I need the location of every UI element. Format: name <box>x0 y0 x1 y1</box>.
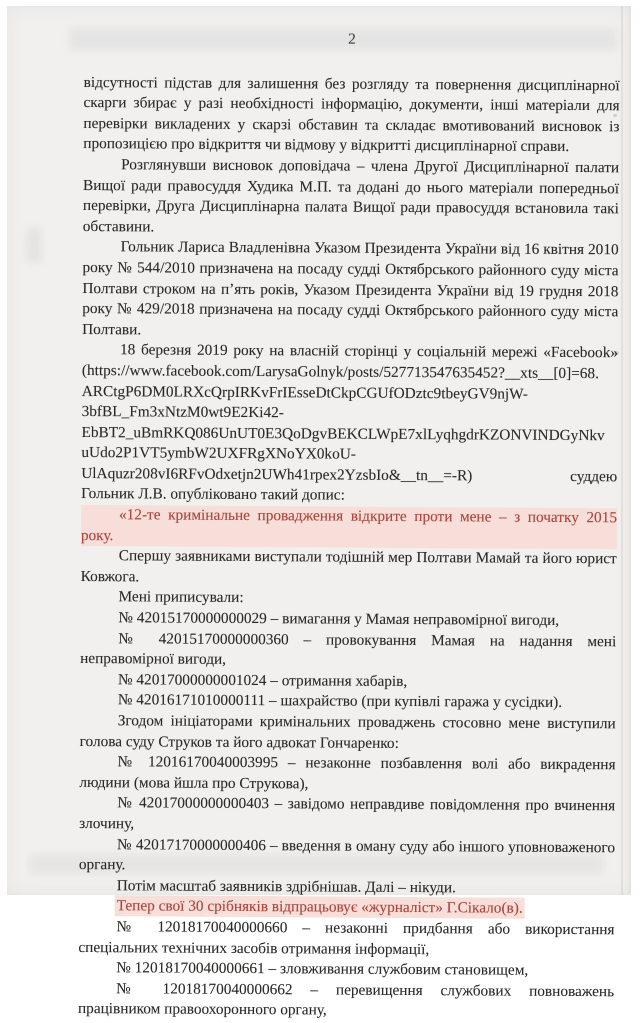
paragraph: Гольник Л.В. опубліковано такий допис: <box>81 485 345 505</box>
document-content <box>78 28 620 1023</box>
case-number-item: № 42017000000000403 – завідомо неправдиве повідомлення про вчинення злочину, <box>79 794 616 833</box>
scan-artifact <box>27 228 41 262</box>
facebook-url-line: EbBT2_uBmRKQ086UnUT0E3QoDgvBEKCLWpE7xlLyqhgdrKZONVINDGyNkv <box>81 423 605 444</box>
highlighted-statement: «12-те кримінальне провадження відкрите проти мене – з початку 2015 року. <box>81 505 617 549</box>
document-body <box>78 73 620 1023</box>
facebook-url-line: uUdo2P1VT5ymbW2UXFRgXNoYX0koU- <box>81 444 356 463</box>
case-number-item: № 12018170040000660 – незаконні придбання або використання спеціальних технічних засобів отримання інформації, <box>78 918 615 958</box>
paragraph: відсутності підстав для залишення без розгляду та повернення дисциплінарної скарги збирає у разі необхідності інформацію, документи, інші матеріали для перевірки викладених у скарзі обставин та складає вмотивований висновок із пропозицією про відкриття чи відмову у відкритті дисциплінарної справи. <box>83 73 620 156</box>
scanned-page <box>7 6 631 1019</box>
facebook-url-line: 3bfBL_Fm3xNtzM0wt9E2Ki42- <box>81 403 284 422</box>
case-number-item: № 12018170040000661 – зловживання службовим становищем, <box>116 959 529 979</box>
case-number-item: № 42017170000000406 – введення в оману суду або іншого уповноваженого органу. <box>78 835 616 874</box>
paragraph: Спершу заявниками виступали тодішній мер Полтави Мамай та його юрист Ковжога. <box>80 547 617 586</box>
case-number-item: № 42017000000001024 – отримання хабарів, <box>117 671 408 690</box>
paragraph: 18 березня 2019 року на власній сторінці у соціальній мережі «Facebook» <box>119 341 619 362</box>
case-number-item: № 42016171010000111 – шахрайство (при купівлі гаража у сусідки). <box>117 691 563 712</box>
paragraph: Гольник Лариса Владленівна Указом Президента України від 16 квітня 2010 року № 544/2010 призначена на посаду судді Октябрського районного суду міста Полтави строком на п’ять років, Указом Президента України від 19 грудня 2018 року № 429/2018 призначена на посаду судді Октябрського районного суду міста Полтави. <box>82 238 619 339</box>
case-number-item: № 12018170040000662 – перевищення службових повноважень працівником правоохоронного органу, <box>77 979 615 1019</box>
case-number-item: № 42015170000000029 – вимагання у Мамая неправомірної вигоди, <box>118 609 560 629</box>
case-number-item: № 42015170000000360 – провокування Мамая на надання мені неправомірної вигоди, <box>80 629 617 669</box>
paragraph: Згодом ініціаторами кримінальних проваджень стосовно мене виступили голова суду Струков та його адвокат Гончаренко: <box>79 712 616 752</box>
facebook-url-tail: UlAquzr208vI6RFvOdxetjn2UWh41rpex2YzsbIo&__tn__=-R) <box>81 464 473 485</box>
facebook-url-line: (https://www.facebook.com/LarysaGolnyk/posts/527713547635452?__xts__[0]=68. <box>81 361 599 383</box>
judge-word: суддею <box>570 467 618 486</box>
facebook-url-line: ARCtgP6DM0LRXcQrpIRKvFrIEsseDtCkpCGUfODztc9tbeyGV9njW- <box>81 382 528 403</box>
highlighted-text: Тепер свої 30 срібняків відпрацьовує «журналіст» Г.Сікало(в). <box>116 897 523 918</box>
page-edge-line <box>621 6 623 895</box>
case-number-item: № 12016170040003995 – незаконне позбавлення волі або викрадення людини (мова йшла про Струкова), <box>79 753 616 793</box>
paragraph: Розглянувши висновок доповідача – члена Другої Дисциплінарної палати Вищої ради правосуддя Худика М.П. та додані до нього матеріали попередньої перевірки, Друга Дисциплінарна палата Вищої ради правосуддя встановила такі обставини. <box>82 156 620 236</box>
page-number: 2 <box>348 30 356 48</box>
paragraph: Потім масштаб заявників здрібнішав. Далі – нікуди. <box>116 876 456 897</box>
paragraph: Мені приписували: <box>118 588 244 607</box>
